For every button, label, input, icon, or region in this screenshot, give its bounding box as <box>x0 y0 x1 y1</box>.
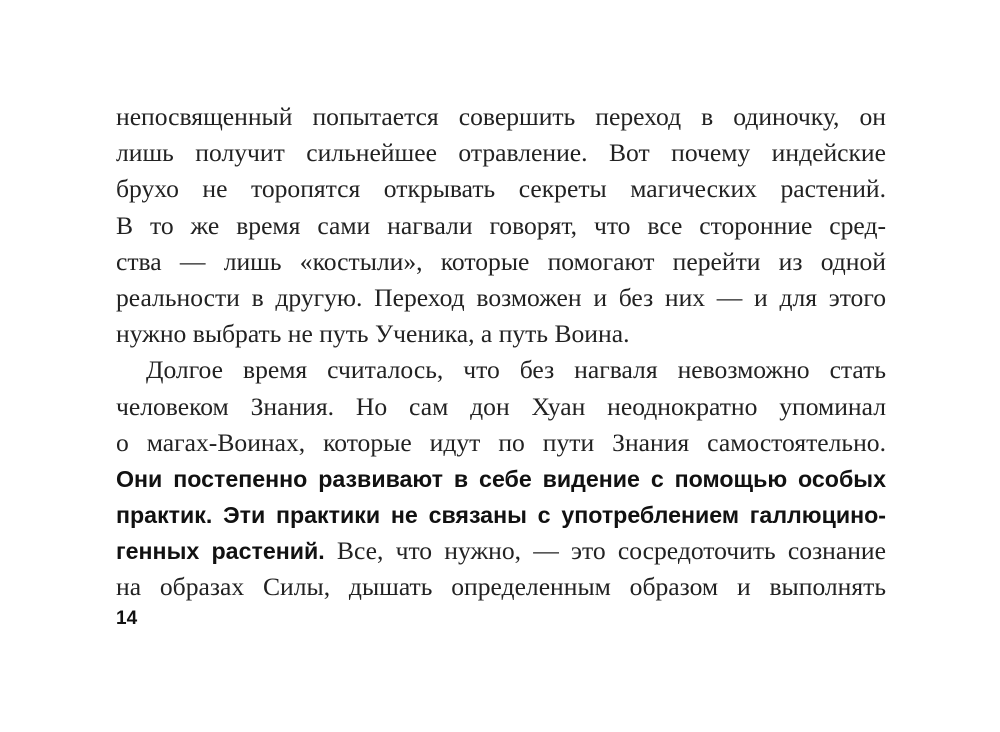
text-line: лишь получит сильнейшее отравление. Вот почему индейские <box>116 138 886 168</box>
mixed-text-line <box>116 533 886 569</box>
text-line: человеком Знания. Но сам дон Хуан неоднократно упоминал <box>116 391 886 421</box>
text-line: реальности в другую. Переход возможен и без них — и для этого <box>116 282 886 312</box>
text-line: непосвященный попытается совершить переход в одиночку, он <box>116 102 886 131</box>
text-line: о магах-Воинах, которые идут по пути Знания самостоятельно. <box>116 427 886 457</box>
body-text <box>116 99 886 606</box>
paragraph-start-line: Долгое время считалось, что без нагваля невозможно стать <box>146 355 886 385</box>
text-line: брухо не торопятся открывать секреты магических растений. <box>116 174 886 204</box>
bold-text-run: генных растений. <box>116 538 325 565</box>
regular-text-run: Все, что нужно, — это сосредоточить сознание <box>324 536 886 566</box>
text-line: нужно выбрать не путь Ученика, а путь Воина. <box>116 319 630 349</box>
text-line: В то же время сами нагвали говорят, что все сторонние сред- <box>116 210 886 240</box>
bold-text-line: Они постепенно развивают в себе видение с помощью особых <box>116 465 886 492</box>
text-line: на образах Силы, дышать определенным образом и выполнять <box>116 572 886 602</box>
page-number: 14 <box>116 608 138 629</box>
text-line: ства — лишь «костыли», которые помогают перейти из одной <box>116 246 886 276</box>
bold-text-line: практик. Эти практики не связаны с употреблением галлюцино- <box>116 502 886 529</box>
